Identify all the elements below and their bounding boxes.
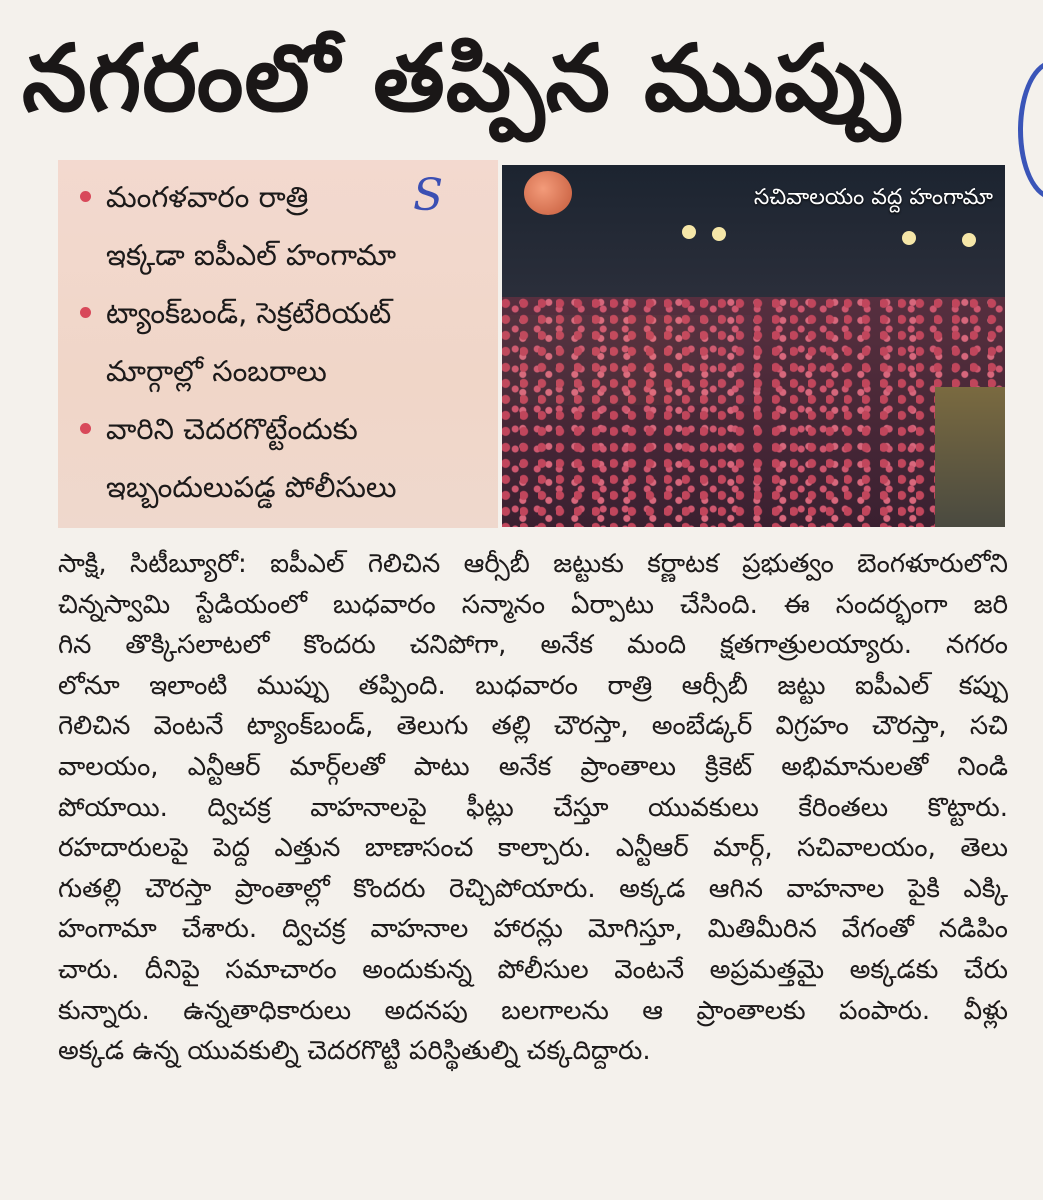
highlight-line: ఇబ్బందులుపడ్డ పోలీసులు	[106, 470, 397, 504]
article-line: రహదారులపై పెద్ద ఎత్తున బాణాసంచ కాల్చారు. ఎన్టీఆర్ మార్గ్, సచివాలయం, తెలు	[58, 833, 1008, 864]
article-line: వాలయం, ఎన్టీఆర్ మార్గ్‌లతో పాటు అనేక ప్రాంతాలు క్రికెట్ అభిమానులతో నిండి	[58, 751, 1008, 782]
highlight-line: ఇక్కడా ఐపీఎల్ హంగామా	[106, 238, 397, 272]
light-shape	[712, 227, 726, 241]
photo-caption: సచివాలయం వద్ద హంగామా	[753, 185, 993, 210]
highlight-item	[80, 168, 396, 284]
highlight-item	[80, 400, 397, 516]
bullet-icon	[80, 423, 91, 434]
article-line: చిన్నస్వామి స్టేడియంలో బుధవారం సన్మానం ఏర్పాటు చేసింది. ఈ సందర్భంగా జరి	[58, 589, 1008, 620]
light-shape	[962, 233, 976, 247]
headline: నగరంలో తప్పిన ముప్పు	[22, 25, 902, 132]
highlight-line: మంగళవారం రాత్రి	[106, 180, 309, 214]
highlight-line: ట్యాంక్‌బండ్, సెక్రటేరియట్	[106, 296, 392, 330]
balloon-shape	[524, 171, 572, 215]
article-line: సాక్షి, సిటీబ్యూరో: ఐపీఎల్ గెలిచిన ఆర్సీబీ జట్టుకు కర్ణాటక ప్రభుత్వం బెంగళూరులోని	[58, 549, 1008, 579]
pen-arc-mark	[1018, 60, 1043, 200]
light-shape	[682, 225, 696, 239]
article-line: హంగామా చేశారు. ద్విచక్ర వాహనాల హారన్లు మోగిస్తూ, మితిమీరిన వేగంతో నడిపిం	[58, 914, 1008, 945]
highlight-line: మార్గాల్లో సంబరాలు	[106, 354, 327, 388]
article-line: అక్కడ ఉన్న యువకుల్ని చెదరగొట్టి పరిస్థితుల్ని చక్కదిద్దారు.	[58, 1036, 651, 1067]
article-line: పోయాయి. ద్విచక్ర వాహనాలపై ఫీట్లు చేస్తూ యువకులు కేరింతలు కొట్టారు.	[58, 792, 1008, 823]
article-line: కున్నారు. ఉన్నతాధికారులు అదనపు బలగాలను ఆ ప్రాంతాలకు పంపారు. వీళ్లు	[58, 995, 1008, 1026]
article-line: గెలిచిన వెంటనే ట్యాంక్‌బండ్, తెలుగు తల్లి చౌరస్తా, అంబేడ్కర్ విగ్రహం చౌరస్తా, సచి	[58, 711, 1008, 742]
article-line: చారు. దీనిపై సమాచారం అందుకున్న పోలీసుల వెంటనే అప్రమత్తమై అక్కడకు చేరు	[58, 954, 1008, 985]
article-line: గుతల్లి చౌరస్తా ప్రాంతాల్లో కొందరు రెచ్చిపోయారు. అక్కడ ఆగిన వాహనాల పైకి ఎక్కి	[58, 873, 1008, 904]
pen-mark: S	[413, 170, 444, 221]
bullet-icon	[80, 191, 91, 202]
light-shape	[902, 231, 916, 245]
article-line: లోనూ ఇలాంటి ముప్పు తప్పింది. బుధవారం రాత్రి ఆర్సీబీ జట్టు ఐపీఎల్ కప్పు	[58, 670, 1008, 701]
building-shape	[935, 387, 1005, 527]
news-photo	[502, 165, 1005, 527]
article-line: గిన తొక్కిసలాటలో కొందరు చనిపోగా, అనేక మంది క్షతగాత్రులయ్యారు. నగరం	[58, 630, 1008, 661]
highlight-item	[80, 284, 391, 400]
crowd-shape	[502, 297, 1005, 527]
article-body	[58, 544, 1008, 1072]
highlight-line: వారిని చెదరగొట్టేందుకు	[106, 412, 358, 446]
bullet-icon	[80, 307, 91, 318]
